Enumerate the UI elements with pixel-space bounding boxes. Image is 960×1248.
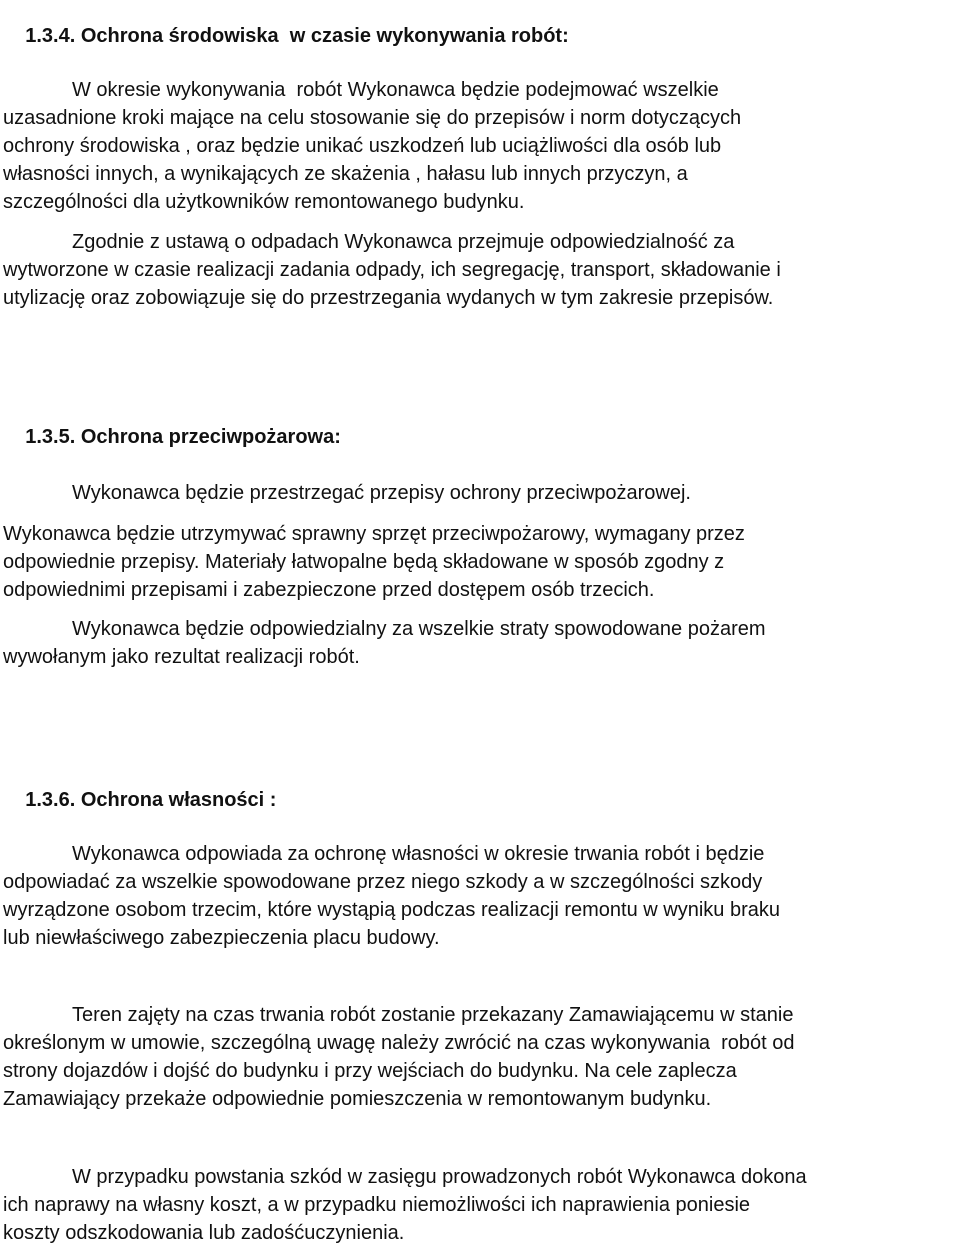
- text-line: Teren zajęty na czas trwania robót zostanie przekazany Zamawiającemu w stanie: [72, 1004, 794, 1026]
- section-heading-1-3-5: [3, 401, 341, 473]
- section-title: Ochrona własności :: [80, 789, 277, 811]
- text-line: koszty odszkodowania lub zadośćuczynienia.: [3, 1222, 405, 1244]
- section-heading-1-3-6: [3, 764, 276, 836]
- text-line: ich naprawy na własny koszt, a w przypadku niemożliwości ich naprawienia poniesie: [3, 1194, 751, 1216]
- text-line: W przypadku powstania szkód w zasięgu prowadzonych robót Wykonawca dokona: [72, 1166, 807, 1188]
- text-line: uzasadnione kroki mające na celu stosowanie się do przepisów i norm dotyczących: [3, 107, 742, 129]
- section-number: 1.3.6.: [25, 789, 76, 811]
- text-line: Wykonawca będzie utrzymywać sprawny sprzęt przeciwpożarowy, wymagany przez: [3, 523, 745, 545]
- section-title: Ochrona przeciwpożarowa:: [80, 426, 341, 448]
- text-line: Wykonawca będzie przestrzegać przepisy ochrony przeciwpożarowej.: [72, 482, 691, 504]
- text-line: W okresie wykonywania robót Wykonawca będzie podejmować wszelkie: [72, 79, 719, 101]
- text-line: wyrządzone osobom trzecim, które wystąpią podczas realizacji remontu w wyniku braku: [3, 899, 780, 921]
- section-title: Ochrona środowiska w czasie wykonywania robót:: [80, 25, 569, 47]
- section-heading-1-3-4: [3, 0, 569, 72]
- text-line: wywołanym jako rezultat realizacji robót.: [3, 646, 360, 668]
- text-line: odpowiadać za wszelkie spowodowane przez niego szkody a w szczególności szkody: [3, 871, 763, 893]
- text-line: własności innych, a wynikających ze skażenia , hałasu lub innych przyczyn, a: [3, 163, 688, 185]
- text-line: odpowiednimi przepisami i zabezpieczone przed dostępem osób trzecich.: [3, 579, 655, 601]
- text-line: utylizację oraz zobowiązuje się do przestrzegania wydanych w tym zakresie przepisów.: [3, 287, 774, 309]
- text-line: odpowiednie przepisy. Materiały łatwopalne będą składowane w sposób zgodny z: [3, 551, 725, 573]
- text-line: Zamawiający przekaże odpowiednie pomieszczenia w remontowanym budynku.: [3, 1088, 712, 1110]
- text-line: szczególności dla użytkowników remontowanego budynku.: [3, 191, 525, 213]
- section-number: 1.3.5.: [25, 426, 76, 448]
- text-line: wytworzone w czasie realizacji zadania odpady, ich segregację, transport, składowanie i: [3, 259, 781, 281]
- text-line: Wykonawca odpowiada za ochronę własności w okresie trwania robót i będzie: [72, 843, 765, 865]
- text-line: lub niewłaściwego zabezpieczenia placu budowy.: [3, 927, 440, 949]
- section-number: 1.3.4.: [25, 25, 76, 47]
- text-line: ochrony środowiska , oraz będzie unikać uszkodzeń lub uciążliwości dla osób lub: [3, 135, 722, 157]
- text-line: Zgodnie z ustawą o odpadach Wykonawca przejmuje odpowiedzialność za: [72, 231, 735, 253]
- text-line: określonym w umowie, szczególną uwagę należy zwrócić na czas wykonywania robót od: [3, 1032, 795, 1054]
- text-line: strony dojazdów i dojść do budynku i przy wejściach do budynku. Na cele zaplecza: [3, 1060, 737, 1082]
- text-line: Wykonawca będzie odpowiedzialny za wszelkie straty spowodowane pożarem: [72, 618, 766, 640]
